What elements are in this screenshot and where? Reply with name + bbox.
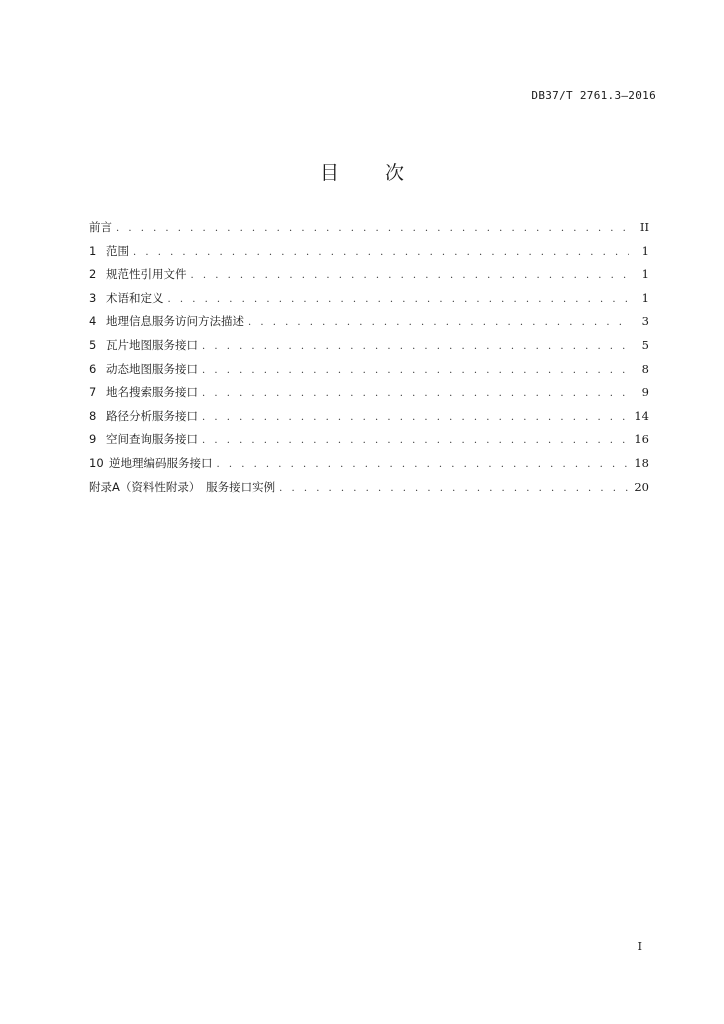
toc-entry-page: 20 [634,479,649,494]
toc-entry-page: 5 [641,337,649,352]
toc-entry-5[interactable] [89,334,649,358]
toc-leader-dots [191,264,630,288]
toc-entry-page: 16 [634,432,649,447]
toc-leader-dots [116,217,629,241]
toc-leader-dots [202,429,628,453]
toc-entry-page: 1 [641,290,649,305]
toc-entry-label: 路径分析服务接口 [106,408,198,423]
toc-entry-8[interactable] [89,405,649,429]
toc-entry-number: 8 [89,408,97,423]
toc-leader-dots [202,335,629,359]
toc-leader-dots [248,311,629,335]
toc-entry-label: 动态地图服务接口 [106,361,198,376]
toc-entry-page: 9 [641,385,649,400]
toc-entry-number: 7 [89,385,97,400]
toc-entry-label: 地理信息服务访问方法描述 [106,314,244,329]
toc-entry-label: 规范性引用文件 [106,267,187,282]
page-title: 目 次 [319,162,425,184]
toc-entry-label: 术语和定义 [106,290,164,305]
toc-entry-number: 3 [89,290,97,305]
toc-leader-dots [217,453,629,477]
table-of-contents [89,216,649,499]
toc-entry-7[interactable] [89,381,649,405]
toc-entry-number: 2 [89,267,97,282]
toc-entry-number: 6 [89,361,97,376]
page-number: I [637,940,642,953]
toc-entry-page: 14 [634,408,649,423]
toc-entry-9[interactable] [89,428,649,452]
toc-entry-1[interactable] [89,240,649,264]
toc-entry-10[interactable] [89,452,649,476]
toc-leader-dots [133,241,629,265]
toc-entry-label: 瓦片地图服务接口 [106,337,198,352]
toc-entry-2[interactable] [89,263,649,287]
toc-entry-number: 10 [89,455,104,470]
toc-leader-dots [202,382,629,406]
toc-leader-dots [202,406,628,430]
toc-entry-page: II [639,220,649,234]
toc-entry-label: 范围 [106,243,129,258]
toc-entry-6[interactable] [89,358,649,382]
toc-entry-foreword[interactable] [89,216,649,240]
toc-entry-number: 4 [89,314,97,329]
toc-entry-number: 1 [89,243,97,258]
toc-entry-label: 前言 [89,220,112,234]
toc-entry-label: 空间查询服务接口 [106,432,198,447]
toc-leader-dots [202,359,629,383]
toc-entry-number: 5 [89,337,97,352]
toc-leader-dots [168,288,630,312]
toc-entry-4[interactable] [89,310,649,334]
toc-entry-page: 1 [641,243,649,258]
toc-leader-dots [279,477,628,501]
standard-number: DB37/T 2761.3—2016 [531,89,656,102]
toc-entry-page: 18 [634,455,649,470]
toc-entry-page: 8 [641,361,649,376]
toc-entry-number: 9 [89,432,97,447]
toc-entry-label: 逆地理编码服务接口 [109,455,213,470]
toc-entry-label: 附录A（资料性附录） 服务接口实例 [89,479,276,494]
toc-entry-page: 1 [641,267,649,282]
toc-entry-page: 3 [641,314,649,329]
toc-entry-appendix-a[interactable] [89,476,649,500]
toc-entry-3[interactable] [89,287,649,311]
toc-entry-label: 地名搜索服务接口 [106,385,198,400]
